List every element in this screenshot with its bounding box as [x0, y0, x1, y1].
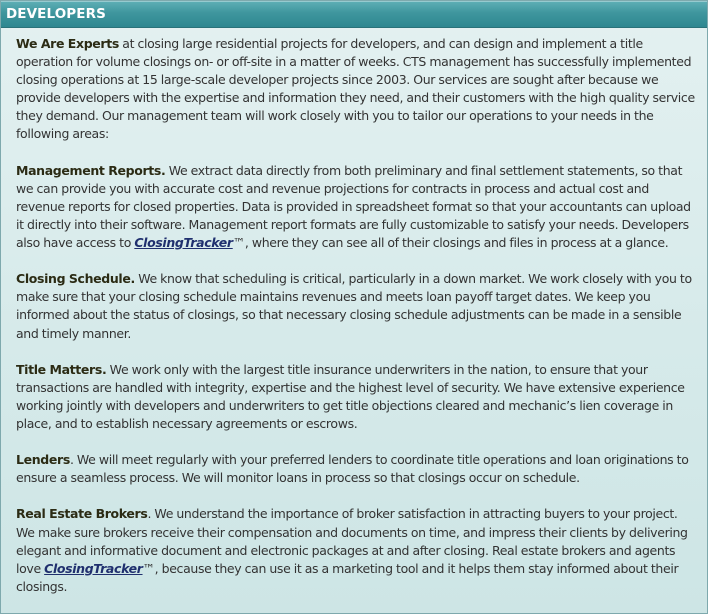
real-estate-brokers-text-end: ™, because they can use it as a marketing tool and it helps them stay informed about their closings.: [16, 560, 679, 594]
intro-text: at closing large residential projects for developers, and can design and implement a title operation for volume closings on- or off-site in a matter of weeks. CTS management has successfully implemented closing operations at 15 large-scale developer projects since 2003. Our services are sought after because we provide developers with the expertise and information they need, and their customers with the high quality service they demand. Our management team will work closely with you to tailor our operations to your needs in the following areas:: [16, 36, 695, 142]
real-estate-brokers-paragraph: [16, 505, 699, 595]
title-matters-paragraph: [16, 361, 699, 433]
management-reports-text: We extract data directly from both preliminary and final settlement statements, so that we can provide you with accurate cost and revenue projections for contracts in process and actual cost and revenue reports for closed properties. Data is provided in spreadsheet format so that your accountants can upload it directly into their software. Management report formats are fully customizable to satisfy your needs. Developers also have access to: [16, 162, 691, 251]
title-matters-heading: Title Matters.: [16, 361, 107, 377]
lenders-text: . We will meet regularly with your preferred lenders to coordinate title operations and loan originations to ensure a seamless process. We will monitor loans in process so that closings occur on schedule.: [16, 452, 689, 486]
closing-schedule-paragraph: [16, 270, 699, 342]
real-estate-brokers-heading: Real Estate Brokers: [16, 506, 148, 522]
intro-heading: We Are Experts: [16, 36, 119, 51]
page-title: DEVELOPERS: [6, 6, 106, 22]
closingtracker-link[interactable]: ClosingTracker: [134, 235, 233, 251]
closing-schedule-text: We know that scheduling is critical, particularly in a down market. We work closely with you to make sure that your closing schedule maintains revenues and meets loan payoff target dates. We keep you informed about the status of closings, so that necessary closing schedule adjustments can be made in a sensible and timely manner.: [16, 271, 692, 341]
panel-header: [1, 1, 707, 28]
title-matters-text: We work only with the largest title insurance underwriters in the nation, to ensure that your transactions are handled with integrity, expertise and the highest level of security. We have extensive experience working jointly with developers and underwriters to get title objections cleared and mechanic’s lien coverage in place, and to establish necessary agreements or escrows.: [16, 361, 685, 431]
management-reports-heading: Management Reports.: [16, 162, 166, 178]
panel-content: [1, 28, 707, 596]
management-reports-paragraph: [16, 162, 699, 252]
management-reports-text-end: ™, where they can see all of their closings and files in process at a glance.: [232, 235, 669, 251]
intro-paragraph: [16, 35, 699, 144]
closing-schedule-heading: Closing Schedule.: [16, 271, 135, 287]
lenders-heading: Lenders: [16, 452, 70, 468]
lenders-paragraph: [16, 451, 699, 487]
real-estate-brokers-text: . We understand the importance of broker satisfaction in attracting buyers to your project. We make sure brokers receive their compensation and documents on time, and impress their clients by delivering elegant and informative document and electronic packages at and after closing. Real estate brokers and agents love: [16, 506, 688, 576]
closingtracker-link-brokers[interactable]: ClosingTracker: [44, 560, 143, 576]
